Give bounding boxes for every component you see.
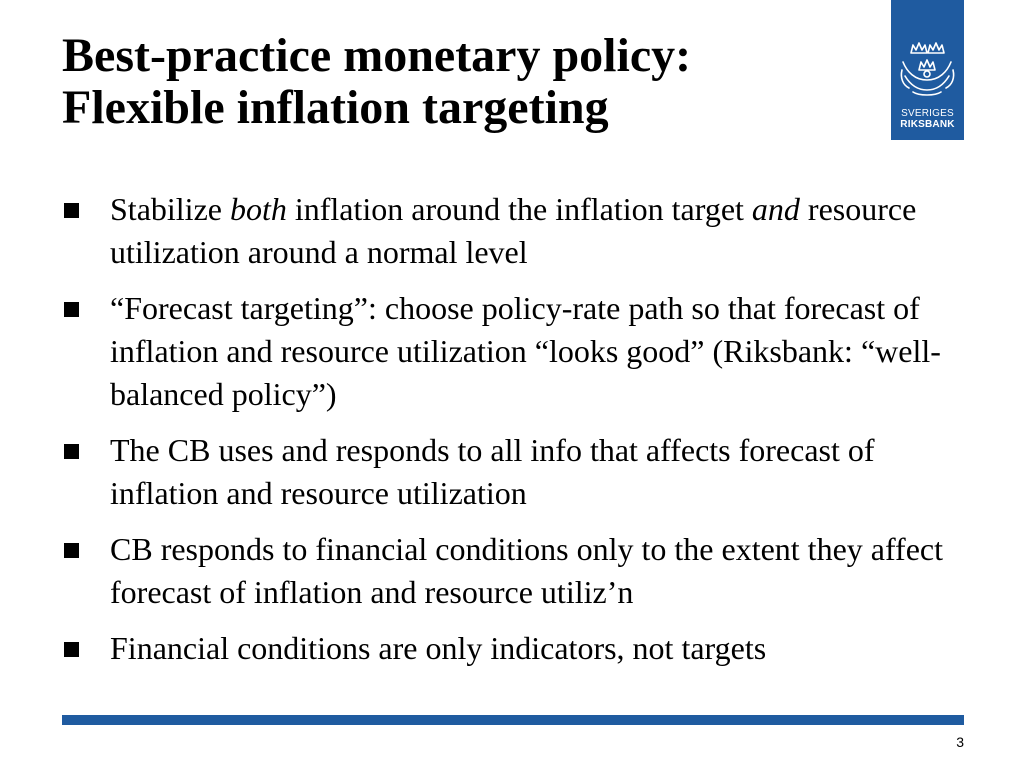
title-line-2: Flexible inflation targeting (62, 81, 609, 134)
bullet-item (62, 287, 972, 416)
bullet-text: Financial conditions are only indicators, not targets (110, 630, 767, 666)
slide-title (62, 30, 862, 134)
riksbank-logo (891, 0, 964, 140)
square-bullet-icon (64, 444, 79, 459)
title-line-1: Best-practice monetary policy: (62, 29, 692, 82)
logo-text-line-1: SVERIGES (901, 108, 954, 119)
page-number: 3 (956, 734, 964, 750)
bullet-text: “Forecast targeting”: choose policy-rate path so that forecast of inflation and resource utilization “looks good” (Riksbank: “well-balanced policy”) (110, 290, 941, 412)
bullet-item (62, 429, 972, 515)
square-bullet-icon (64, 543, 79, 558)
bullet-item (62, 528, 972, 614)
footer-divider (62, 715, 964, 725)
bullet-text-part: Stabilize (110, 191, 230, 227)
square-bullet-icon (64, 302, 79, 317)
bullet-item (62, 188, 972, 274)
bullet-item (62, 627, 972, 670)
bullet-text: CB responds to financial conditions only to the extent they affect forecast of inflation and resource utiliz’n (110, 531, 943, 610)
bullet-text: The CB uses and responds to all info that affects forecast of inflation and resource utilization (110, 432, 875, 511)
bullet-list (62, 188, 972, 683)
bullet-text-part: inflation around the inflation target (286, 191, 752, 227)
logo-text-line-2: RIKSBANK (900, 119, 955, 130)
bullet-text-part: resource utilization around a normal level (110, 191, 917, 270)
bullet-emphasis: and (751, 191, 800, 227)
crown-emblem-icon (891, 0, 964, 110)
square-bullet-icon (64, 203, 79, 218)
square-bullet-icon (64, 642, 79, 657)
bullet-emphasis: both (229, 191, 287, 227)
